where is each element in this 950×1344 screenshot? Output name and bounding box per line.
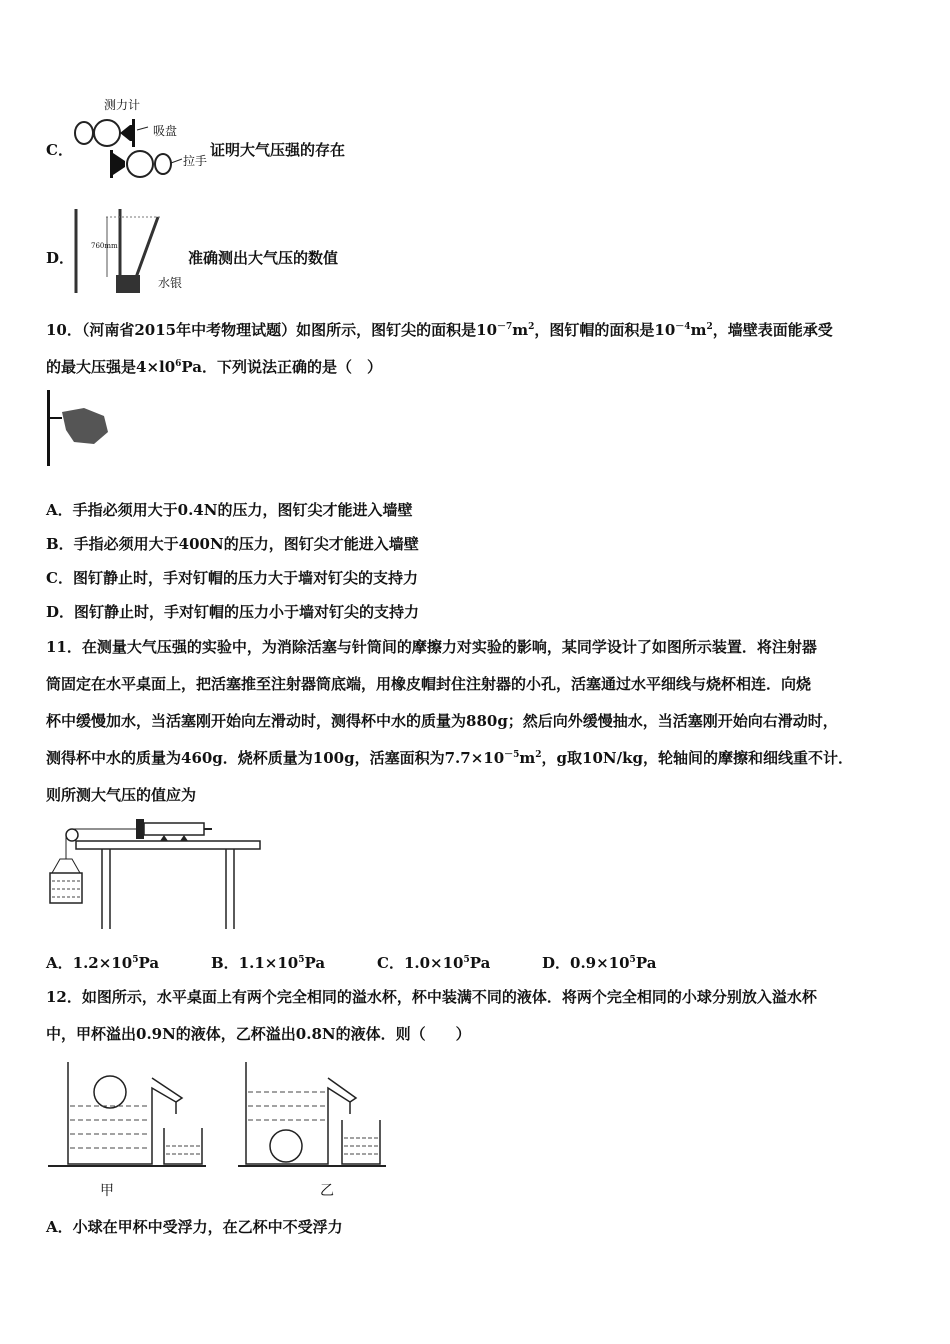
q10-line-2	[46, 357, 382, 377]
q11-option-text: C．1.0×10	[377, 954, 464, 972]
label-760mm: 760mm	[91, 242, 118, 250]
q11-option-text: B．1.1×10	[211, 954, 299, 972]
exponent: －7	[497, 322, 513, 332]
q9-option-c-label: C．	[46, 141, 73, 159]
q11-option-a	[46, 953, 159, 973]
syringe-table-figure	[44, 815, 264, 935]
q12-option-a: A．小球在甲杯中受浮力，在乙杯中不受浮力	[46, 1218, 343, 1236]
label-handle: 拉手	[183, 154, 208, 168]
q11-option-text: A．1.2×10	[46, 954, 133, 972]
q11-option-d	[542, 953, 656, 973]
q9-option-d-label: D．	[46, 249, 75, 267]
force-meter-suction-figure	[70, 95, 220, 190]
q12-line-1: 12．如图所示，水平桌面上有两个完全相同的溢水杯，杯中装满不同的液体．将两个完全相同的小球分别放入溢水杯	[46, 988, 817, 1006]
q10-text: 如图所示，图钉尖的面积是10	[296, 321, 498, 339]
exponent: 6	[175, 359, 182, 369]
q11-line-3: 杯中缓慢加水，当活塞刚开始向左滑动时，测得杯中水的质量为880g；然后向外缓慢抽水，当活塞刚开始向右滑动时，	[46, 712, 838, 730]
q11-text: 测得杯中水的质量为460g．烧杯质量为100g，活塞面积为7.7×10	[46, 749, 505, 767]
exponent: 2	[535, 750, 542, 760]
q10-text: ，图钉帽的面积是10	[534, 321, 676, 339]
unit: Pa	[138, 954, 160, 972]
unit: Pa	[304, 954, 326, 972]
q10-text: ，墙壁表面能承受	[712, 321, 833, 339]
exponent: 5	[298, 955, 305, 965]
q11-line-2: 筒固定在水平桌面上，把活塞推至注射器筒底端，用橡皮帽封住注射器的小孔，活塞通过水平细线与烧杯相连．向烧	[46, 675, 812, 693]
exponent: 5	[132, 955, 139, 965]
q12-line-2: 中，甲杯溢出0.9N的液体，乙杯溢出0.8N的液体．则（ ）	[46, 1025, 471, 1043]
exponent: 5	[629, 955, 636, 965]
q9-option-d-text: 准确测出大气压的数值	[188, 249, 339, 267]
unit: Pa	[469, 954, 491, 972]
exponent: －4	[675, 322, 691, 332]
q10-option-c: C．图钉静止时，手对钉帽的压力大于墙对钉尖的支持力	[46, 569, 418, 587]
q11-option-c	[377, 953, 490, 973]
q11-line-4	[46, 748, 853, 768]
unit: m	[519, 749, 536, 767]
q9-option-c-text: 证明大气压强的存在	[210, 141, 346, 159]
q10-number: 10．	[46, 321, 82, 339]
q10-option-a: A．手指必须用大于0.4N的压力，图钉尖才能进入墙壁	[46, 501, 413, 519]
overflow-cups-figure	[44, 1058, 394, 1173]
q10-line-1	[46, 320, 833, 340]
exponent: 2	[528, 322, 535, 332]
label-suction-cup: 吸盘	[153, 124, 178, 138]
unit: m	[690, 321, 707, 339]
label-cup-jia: 甲	[100, 1183, 114, 1199]
q11-line-5: 则所测大气压的值应为	[46, 786, 197, 804]
exponent: 5	[463, 955, 470, 965]
unit: m	[512, 321, 529, 339]
label-cup-yi: 乙	[320, 1183, 334, 1199]
q10-option-b: B．手指必须用大于400N的压力，图钉尖才能进入墙壁	[46, 535, 419, 553]
q10-source: （河南省2015年中考物理试题）	[81, 321, 297, 339]
q11-option-text: D．0.9×10	[542, 954, 630, 972]
exponent: 2	[706, 322, 713, 332]
unit: Pa	[635, 954, 657, 972]
q11-text: ，g取10N/kg，轮轴间的摩擦和细线重不计．	[541, 749, 853, 767]
q11-option-b	[211, 953, 325, 973]
q10-text: Pa．下列说法正确的是（ ）	[181, 358, 383, 376]
label-force-meter: 测力计	[104, 98, 141, 112]
exponent: －5	[504, 750, 520, 760]
q10-option-d: D．图钉静止时，手对钉帽的压力小于墙对钉尖的支持力	[46, 603, 420, 621]
thumbtack-hand-figure	[44, 390, 114, 470]
q11-line-1: 11．在测量大气压强的实验中，为消除活塞与针筒间的摩擦力对实验的影响，某同学设计了如图所示装置．将注射器	[46, 638, 817, 656]
q10-text: 的最大压强是4×l0	[46, 358, 176, 376]
torricelli-figure	[70, 205, 165, 297]
label-mercury: 水银	[158, 276, 183, 290]
